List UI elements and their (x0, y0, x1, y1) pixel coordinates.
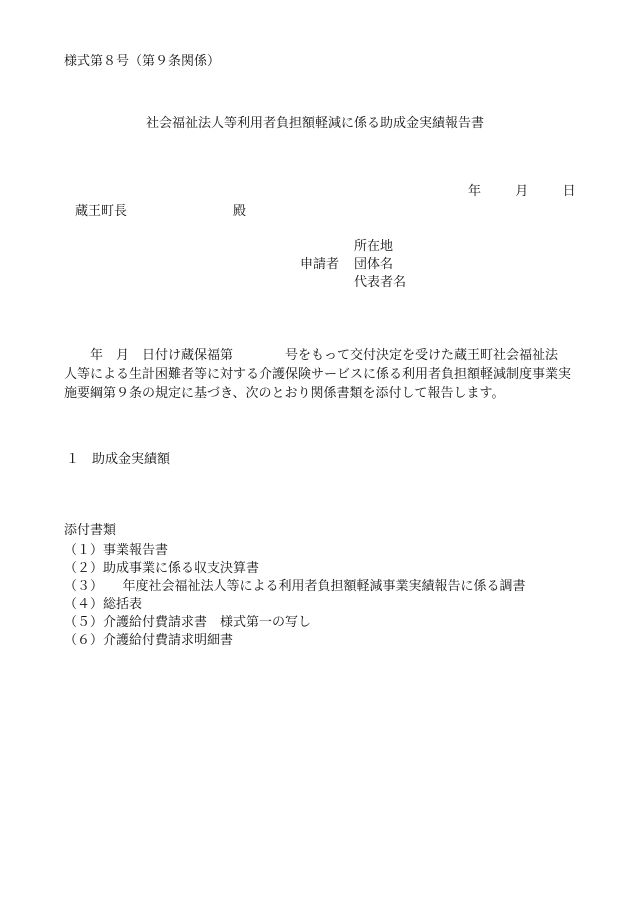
attachment-item: （３） 年度社会福祉法人等による利用者負担額軽減事業実績報告に係る調書 (64, 579, 526, 594)
applicant-label: 申請者 (300, 257, 340, 272)
applicant-address-label: 所在地 (354, 239, 394, 254)
report-body-line: 年 月 日付け蔵保福第 号をもって交付決定を受けた蔵王町社会福祉法 (64, 348, 559, 363)
section-heading-grant-amount: １ 助成金実績額 (66, 452, 171, 467)
attachments-title: 添付書類 (64, 523, 117, 538)
attachment-item: （５）介護給付費請求書 様式第一の写し (64, 615, 312, 630)
attachment-item: （６）介護給付費請求明細書 (64, 633, 234, 648)
addressee-name: 蔵王町長 (75, 204, 128, 219)
applicant-group-label: 団体名 (354, 257, 394, 272)
form-number: 様式第８号（第９条関係） (64, 54, 221, 69)
date-line (468, 185, 576, 198)
date-year-label: 年 (468, 184, 482, 199)
date-month-label: 月 (515, 184, 529, 199)
applicant-representative-label: 代表者名 (354, 275, 407, 290)
attachment-item: （４）総括表 (64, 597, 143, 612)
report-body-line: 人等による生計困難者等に対する介護保険サービスに係る利用者負担額軽減制度事業実 (64, 367, 572, 382)
addressee-honorific: 殿 (233, 204, 247, 219)
addressee (75, 204, 247, 219)
report-body-line: 施要綱第９条の規定に基づき、次のとおり関係書類を添付して報告します。 (64, 386, 505, 401)
attachments-list (64, 542, 526, 650)
document-title: 社会福祉法人等利用者負担額軽減に係る助成金実績報告書 (145, 116, 484, 131)
date-day-label: 日 (562, 184, 576, 199)
report-body (64, 346, 584, 403)
attachment-item: （１）事業報告書 (64, 543, 169, 558)
attachment-item: （２）助成事業に係る収支決算書 (64, 561, 260, 576)
